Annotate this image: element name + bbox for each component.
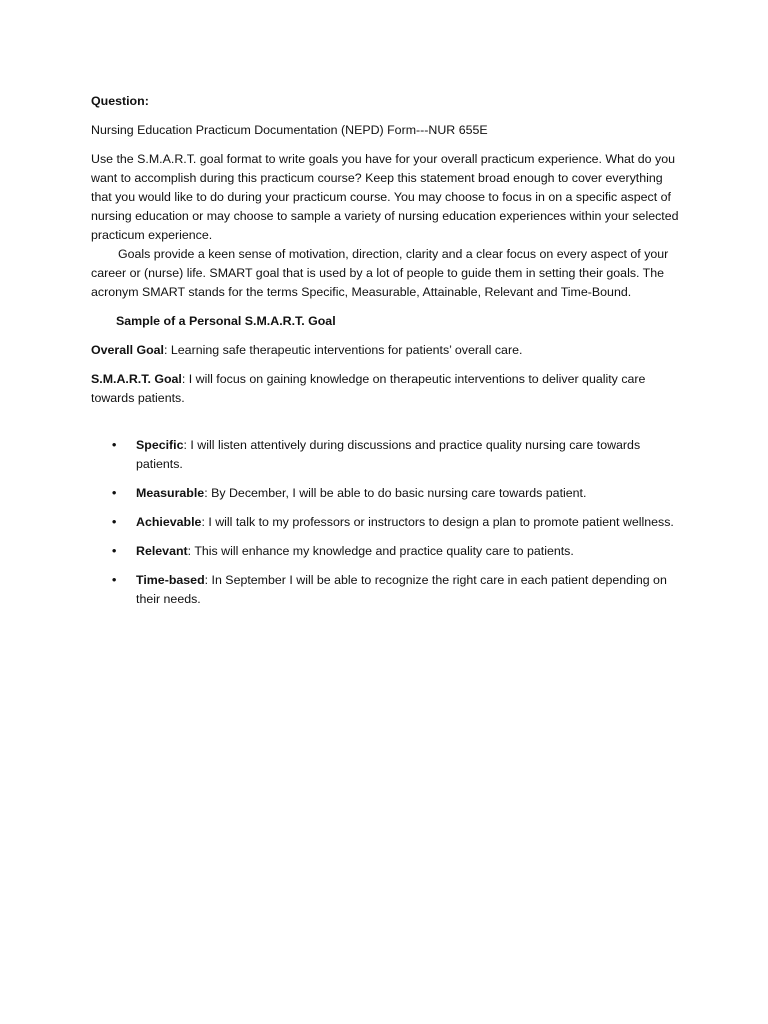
bullet-label: Time-based [136,573,205,587]
list-item-measurable [91,484,681,503]
smart-bullet-list [91,436,681,609]
bullet-text: : This will enhance my knowledge and practice quality care to patients. [187,544,574,558]
bullet-text: : By December, I will be able to do basic nursing care towards patient. [204,486,587,500]
list-item-achievable [91,513,681,532]
bullet-text: : In September I will be able to recognize the right care in each patient depending on their needs. [136,573,667,606]
bullet-text: : I will listen attentively during discussions and practice quality nursing care towards patients. [136,438,641,471]
spacer [91,408,681,436]
list-item-relevant [91,542,681,561]
bullet-label: Specific [136,438,184,452]
bullet-icon: • [112,515,117,529]
answer-intro-paragraph: Goals provide a keen sense of motivation, direction, clarity and a clear focus on every aspect of your career or (nurse) life. SMART goal that is used by a lot of people to guide them in setting their goals. The acronym SMART stands for the terms Specific, Measurable, Attainable, Relevant and Time-Bound. [91,247,669,299]
bullet-label: Measurable [136,486,205,500]
bullet-label: Relevant [136,544,188,558]
overall-goal-text: : Learning safe therapeutic interventions for patients’ overall care. [164,343,523,357]
bullet-icon: • [112,573,117,587]
instructions-paragraph: Use the S.M.A.R.T. goal format to write goals you have for your overall practicum experience. What do you want to accomplish during this practicum course? Keep this statement broad enough to cover everything that you would like to do during your practicum course. You may choose to focus in on a specific aspect of nursing education or may choose to sample a variety of nursing education experiences within your selected practicum experience. [91,152,679,242]
bullet-icon: • [112,486,117,500]
bullet-text: : I will talk to my professors or instructors to design a plan to promote patient wellness. [201,515,674,529]
document-page [91,92,681,619]
bullet-icon: • [112,544,117,558]
smart-goal [91,370,681,408]
list-item-specific [91,436,681,474]
bullet-label: Achievable [136,515,202,529]
bullet-icon: • [112,438,117,452]
overall-goal-label: Overall Goal [91,343,165,357]
smart-goal-text: : I will focus on gaining knowledge on therapeutic interventions to deliver quality care towards patients. [91,372,646,405]
list-item-time-based [91,571,681,609]
sample-heading: Sample of a Personal S.M.A.R.T. Goal [116,314,336,328]
overall-goal [91,341,681,360]
question-label: Question: [91,94,149,108]
smart-goal-label: S.M.A.R.T. Goal [91,372,182,386]
form-title: Nursing Education Practicum Documentation (NEPD) Form---NUR 655E [91,123,488,137]
